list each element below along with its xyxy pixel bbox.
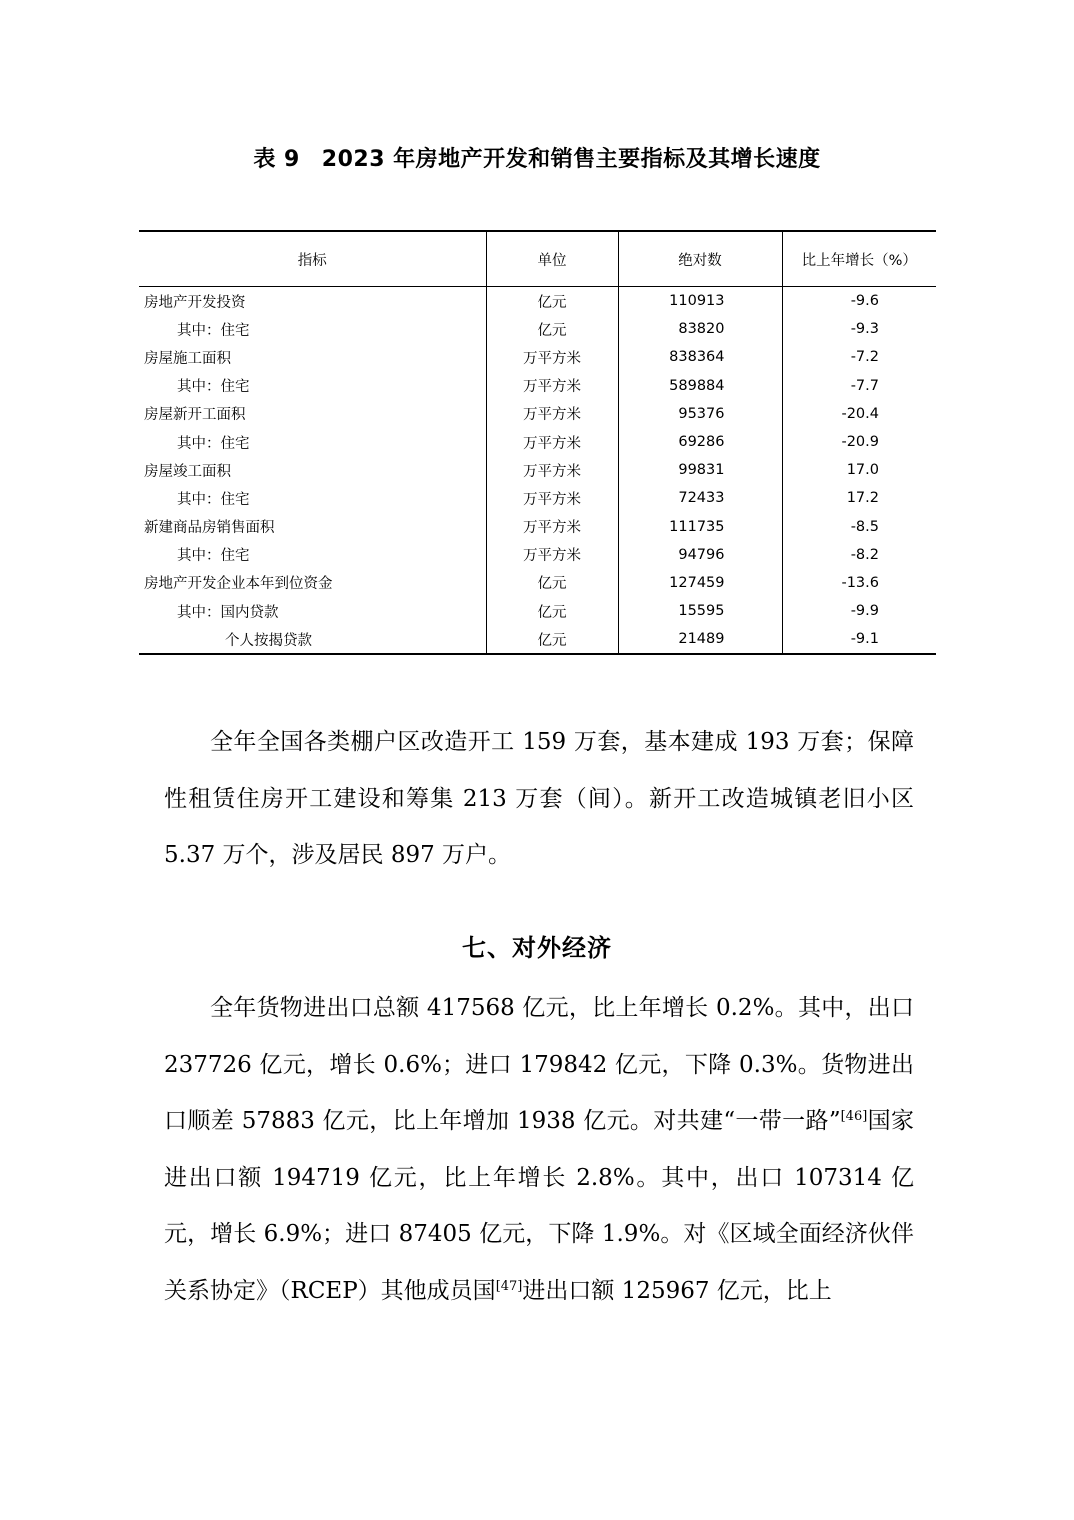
header-growth: 比上年增长（%） (782, 231, 936, 287)
unit-cell: 万平方米 (486, 428, 618, 456)
indicator-cell: 房地产开发投资 (144, 294, 246, 311)
table-header-row (139, 231, 936, 287)
unit-cell: 亿元 (486, 287, 618, 316)
unit-cell: 万平方米 (486, 513, 618, 541)
growth-cell: 17.0 (782, 456, 936, 484)
growth-cell: 17.2 (782, 484, 936, 512)
growth-cell: -13.6 (782, 569, 936, 597)
absolute-cell: 589884 (618, 372, 782, 400)
table-row (139, 372, 936, 400)
absolute-cell: 83820 (618, 315, 782, 343)
table-row (139, 625, 936, 654)
table-row (139, 513, 936, 541)
table-row (139, 541, 936, 569)
indicator-cell: 个人按揭贷款 (225, 632, 312, 649)
footnote-ref-47: [47] (495, 1278, 523, 1294)
growth-cell: -20.9 (782, 428, 936, 456)
header-absolute: 绝对数 (618, 231, 782, 287)
indicator-cell: 房地产开发企业本年到位资金 (144, 576, 333, 593)
table-row (139, 484, 936, 512)
header-indicator: 指标 (139, 231, 486, 287)
section-heading: 七、对外经济 (462, 934, 612, 962)
unit-cell: 亿元 (486, 625, 618, 654)
unit-cell: 万平方米 (486, 400, 618, 428)
unit-cell: 万平方米 (486, 484, 618, 512)
absolute-cell: 94796 (618, 541, 782, 569)
absolute-cell: 110913 (618, 287, 782, 316)
growth-cell: -8.2 (782, 541, 936, 569)
unit-cell: 万平方米 (486, 372, 618, 400)
unit-cell: 亿元 (486, 315, 618, 343)
absolute-cell: 21489 (618, 625, 782, 654)
table-number: 表 9 (253, 147, 300, 172)
growth-cell: -8.5 (782, 513, 936, 541)
indicator-cell: 其中：住宅 (177, 491, 250, 508)
indicator-cell: 房屋竣工面积 (144, 463, 231, 480)
unit-cell: 亿元 (486, 569, 618, 597)
paragraph-text: 全年货物进出口总额 417568 亿元，比上年增长 0.2%。其中，出口 237726 亿元，增长 0.6%；进口 179842 亿元，下降 0.3%。货物进出口顺差 57883 亿元，比上年增加 1938 亿元。对共建“一带一路” (164, 995, 914, 1134)
real-estate-table (139, 230, 936, 655)
paragraph-text: 国家进出口额 194719 亿元，比上年增长 2.8%。其中，出口 107314 亿元，增长 6.9%；进口 87405 亿元，下降 1.9%。对《区域全面经济伙伴关系协定》（RCEP）其他成员国 (164, 1108, 914, 1304)
absolute-cell: 95376 (618, 400, 782, 428)
indicator-cell: 房屋施工面积 (144, 350, 231, 367)
indicator-cell: 房屋新开工面积 (144, 407, 246, 424)
growth-cell: -9.1 (782, 625, 936, 654)
growth-cell: -9.3 (782, 315, 936, 343)
table-row (139, 597, 936, 625)
table-row (139, 456, 936, 484)
growth-cell: -9.6 (782, 287, 936, 316)
absolute-cell: 127459 (618, 569, 782, 597)
table-row (139, 343, 936, 371)
footnote-ref-46: [46] (840, 1109, 868, 1124)
indicator-cell: 其中：住宅 (177, 322, 250, 339)
table-title (0, 142, 1074, 173)
growth-cell: -7.2 (782, 343, 936, 371)
table-row (139, 315, 936, 343)
housing-paragraph: 全年全国各类棚户区改造开工 159 万套，基本建成 193 万套；保障性租赁住房开工建设和筹集 213 万套（间）。新开工改造城镇老旧小区 5.37 万个，涉及居民 897 万户。 (164, 729, 914, 868)
indicator-cell: 新建商品房销售面积 (144, 520, 275, 537)
table-row (139, 400, 936, 428)
indicator-cell: 其中：住宅 (177, 548, 250, 565)
unit-cell: 万平方米 (486, 541, 618, 569)
unit-cell: 亿元 (486, 597, 618, 625)
indicator-cell: 其中：国内贷款 (177, 604, 279, 621)
indicator-cell: 其中：住宅 (177, 379, 250, 396)
unit-cell: 万平方米 (486, 456, 618, 484)
table-row (139, 428, 936, 456)
absolute-cell: 111735 (618, 513, 782, 541)
table-row (139, 287, 936, 316)
growth-cell: -20.4 (782, 400, 936, 428)
growth-cell: -9.9 (782, 597, 936, 625)
table-row (139, 569, 936, 597)
paragraph-text: 进出口额 125967 亿元，比上 (522, 1277, 832, 1304)
table-title-text: 2023 年房地产开发和销售主要指标及其增长速度 (321, 147, 821, 172)
absolute-cell: 15595 (618, 597, 782, 625)
absolute-cell: 72433 (618, 484, 782, 512)
growth-cell: -7.7 (782, 372, 936, 400)
unit-cell: 万平方米 (486, 343, 618, 371)
indicator-cell: 其中：住宅 (177, 435, 250, 452)
header-unit: 单位 (486, 231, 618, 287)
foreign-trade-paragraph (164, 980, 914, 1319)
absolute-cell: 838364 (618, 343, 782, 371)
absolute-cell: 99831 (618, 456, 782, 484)
absolute-cell: 69286 (618, 428, 782, 456)
